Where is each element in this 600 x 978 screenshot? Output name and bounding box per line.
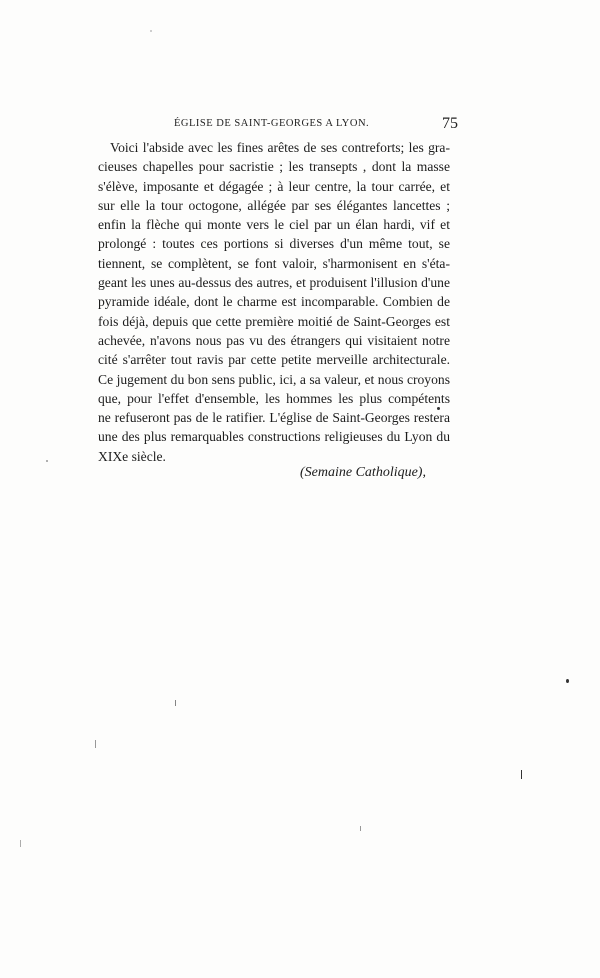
scan-speck <box>20 840 21 847</box>
scan-speck <box>360 826 361 831</box>
scan-speck <box>175 700 176 706</box>
text-line: geant les unes au-dessus des autres, et produisent l'illusion d'une <box>98 275 450 291</box>
scan-speck <box>521 770 522 779</box>
scan-speck <box>566 679 569 683</box>
text-line: une des plus remarquables constructions religieuses du Lyon du <box>98 429 450 445</box>
text-line: cieuses chapelles pour sacristie ; les transepts , dont la masse <box>98 159 450 175</box>
scan-speck <box>437 407 440 410</box>
text-line: ne refuseront pas de le ratifier. L'église de Saint-Georges restera <box>98 410 450 426</box>
text-line: achevée, n'avons nous pas vu des étrangers qui visitaient notre <box>98 332 450 348</box>
text-line: Ce jugement du bon sens public, ici, a sa valeur, et nous croyons <box>98 371 450 387</box>
scan-speck <box>150 30 152 32</box>
text-line: s'élève, imposante et dégagée ; à leur centre, la tour carrée, et <box>98 178 450 194</box>
text-line: sur elle la tour octogone, allégée par ses élégantes lancettes ; <box>98 197 450 213</box>
body-paragraph <box>98 138 450 466</box>
text-line: cité s'arrêter tout ravis par cette petite merveille architecturale. <box>98 352 450 368</box>
text-line: pyramide idéale, dont le charme est incomparable. Combien de <box>98 294 450 310</box>
scan-speck <box>46 460 48 462</box>
source-attribution: (Semaine Catholique), <box>300 465 426 480</box>
running-header <box>96 115 458 136</box>
text-line: tiennent, se complètent, se font valoir, s'harmonisent en s'éta- <box>98 255 450 271</box>
text-line: que, pour l'effet d'ensemble, les hommes les plus compétents <box>98 390 450 406</box>
text-line: XIXe siècle. <box>98 448 166 464</box>
text-line: Voici l'abside avec les fines arêtes de ses contreforts; les gra- <box>110 140 450 155</box>
text-line: prolongé : toutes ces portions si diverses d'un même tout, se <box>98 236 450 252</box>
text-line: enfin la flèche qui monte vers le ciel par un élan hardi, vif et <box>98 217 450 233</box>
text-line: fois déjà, depuis que cette première moitié de Saint-Georges est <box>98 313 450 329</box>
scan-speck <box>95 740 96 748</box>
page-number: 75 <box>442 115 458 132</box>
running-title: ÉGLISE DE SAINT-GEORGES A LYON. <box>174 118 370 129</box>
